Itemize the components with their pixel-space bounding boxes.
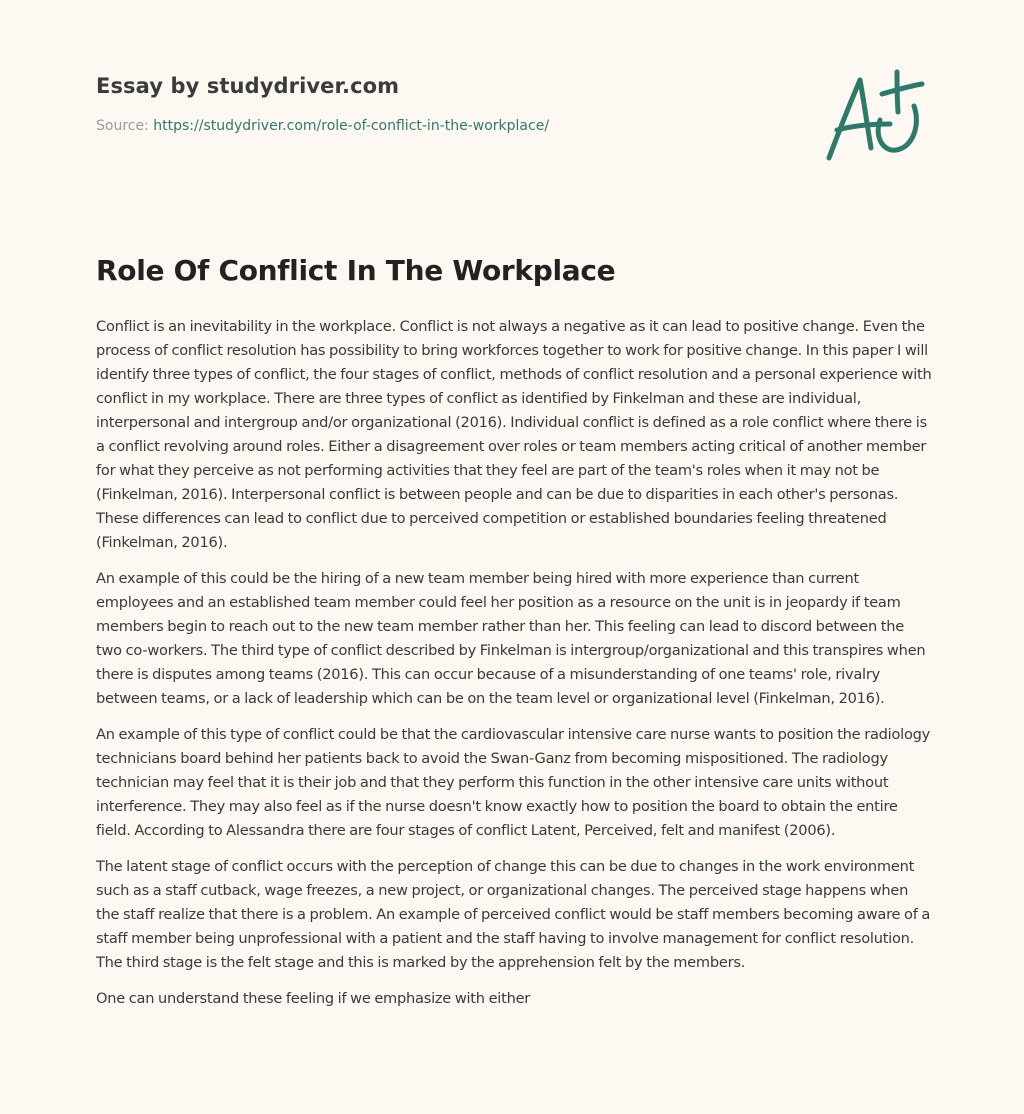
essay-body: [96, 315, 932, 1023]
brand-title: Essay by studydriver.com: [96, 74, 400, 98]
essay-paragraph: The latent stage of conflict occurs with the perception of change this can be due to changes in the work environment such as a staff cutback, wage freezes, a new project, or organizational changes. The perceived stage happens when the staff realize that there is a problem. An example of perceived conflict would be staff members becoming aware of a staff member being unprofessional with a patient and the staff having to involve management for conflict resolution. The third stage is the felt stage and this is marked by the apprehension felt by the members.: [96, 858, 931, 971]
essay-paragraph: One can understand these feeling if we emphasize with either: [96, 990, 531, 1007]
essay-paragraph: An example of this type of conflict could be that the cardiovascular intensive care nurse wants to position the radiology technicians board behind her patients back to avoid the Swan-Ganz from becoming mispositioned. The radiology technician may feel that it is their job and that they perform this function in the other intensive care units without interference. They may also feel as if the nurse doesn't know exactly how to position the board to obtain the entire field. According to Alessandra there are four stages of conflict Latent, Perceived, felt and manifest (2006).: [96, 726, 931, 839]
essay-paragraph: Conflict is an inevitability in the workplace. Conflict is not always a negative as it can lead to positive change. Even the process of conflict resolution has possibility to bring workforces together to work for positive change. In this paper I will identify three types of conflict, the four stages of conflict, methods of conflict resolution and a personal experience with conflict in my workplace. There are three types of conflict as identified by Finkelman and these are individual, interpersonal and intergroup and/or organizational (2016). Individual conflict is defined as a role conflict where there is a conflict revolving around roles. Either a disagreement over roles or team members acting critical of another member for what they perceive as not performing activities that they feel are part of the team's roles when it may not be (Finkelman, 2016). Interpersonal conflict is between people and can be due to disparities in each other's personas. These differences can lead to conflict due to perceived competition or established boundaries feeling threatened (Finkelman, 2016).: [96, 318, 932, 551]
source-label: Source:: [96, 118, 149, 134]
source-line: [96, 118, 796, 134]
a-plus-grade-icon: [820, 64, 930, 168]
site-header: [96, 74, 796, 134]
essay-paragraph: An example of this could be the hiring of a new team member being hired with more experience than current employees and an established team member could feel her position as a resource on the unit is in jeopardy if team members begin to reach out to the new team member rather than her. This feeling can lead to discord between the two co-workers. The third type of conflict described by Finkelman is intergroup/organizational and this transpires when there is disputes among teams (2016). This can occur because of a misunderstanding of one teams' role, rivalry between teams, or a lack of leadership which can be on the team level or organizational level (Finkelman, 2016).: [96, 570, 926, 707]
essay-title: Role Of Conflict In The Workplace: [96, 254, 616, 287]
source-link[interactable]: https://studydriver.com/role-of-conflict-in-the-workplace/: [153, 118, 550, 134]
